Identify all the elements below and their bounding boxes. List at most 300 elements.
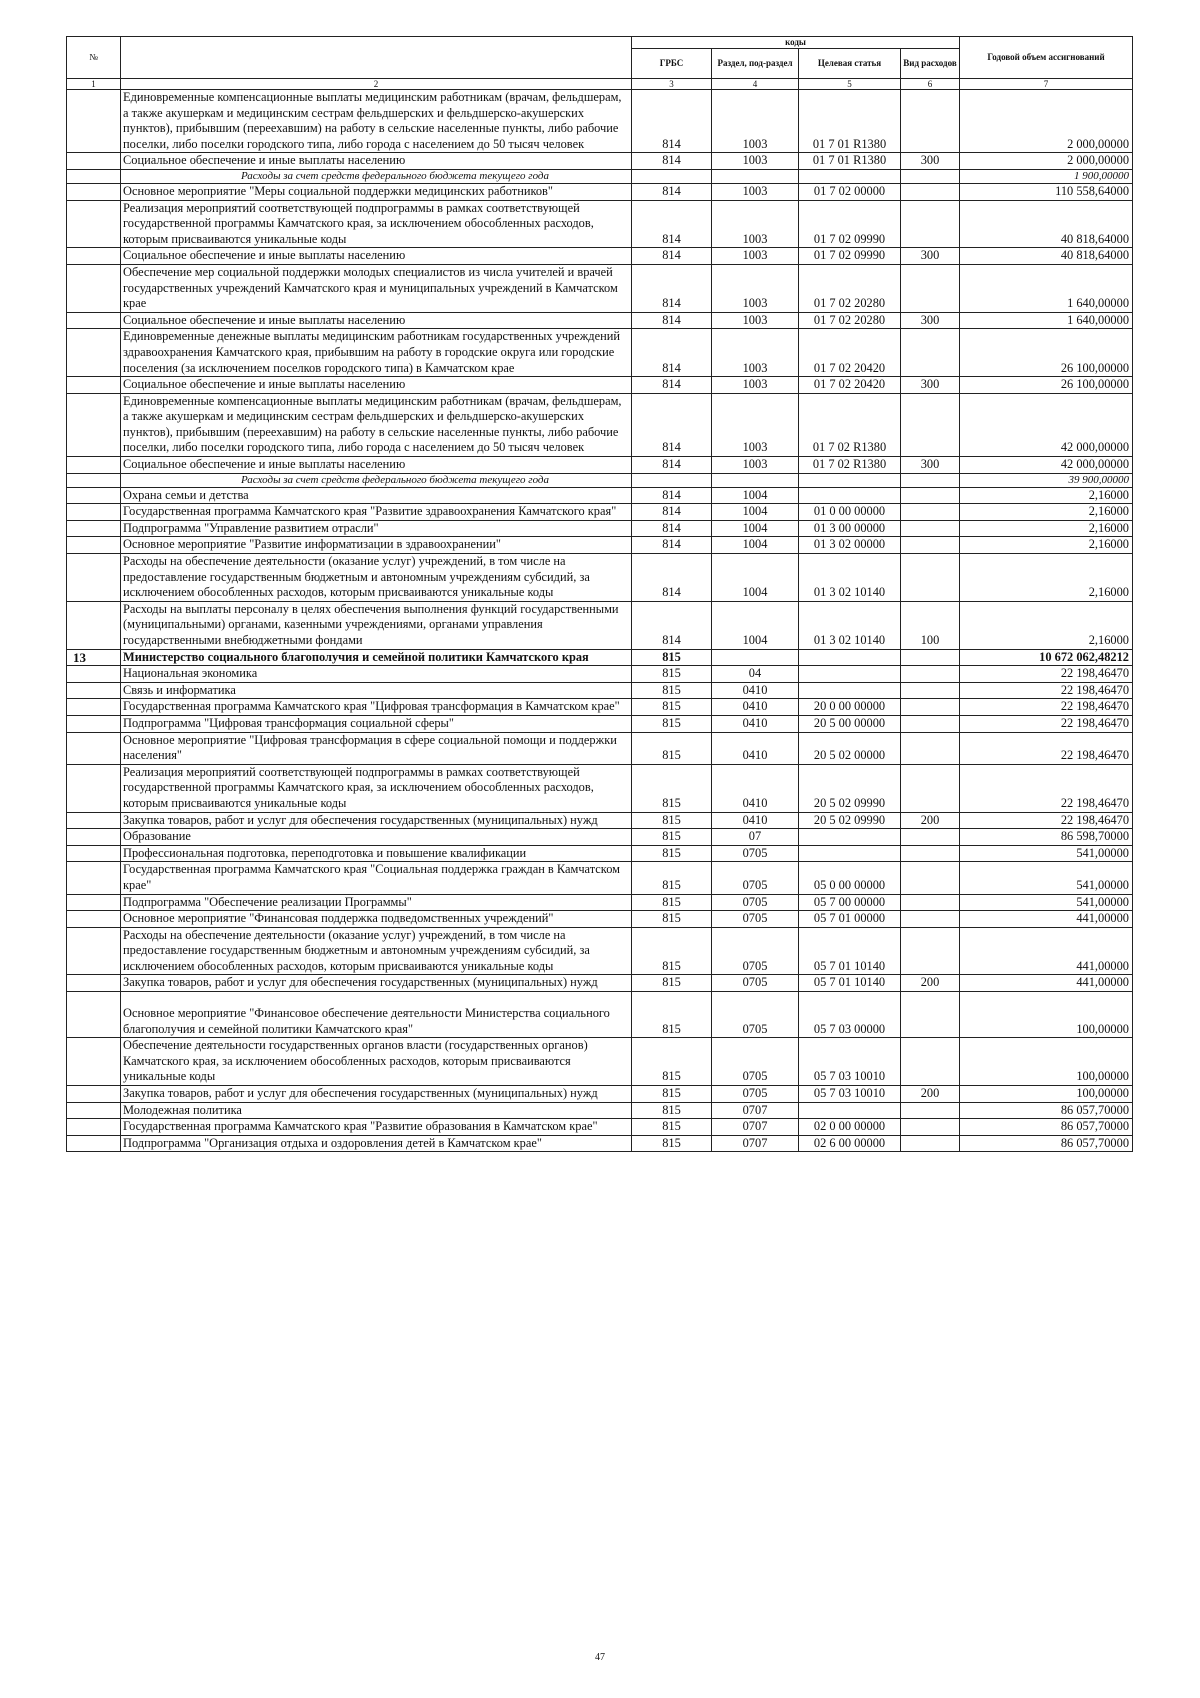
table-row — [67, 537, 1133, 554]
row-number — [67, 1102, 121, 1119]
row-description: Основное мероприятие "Меры социальной поддержки медицинских работников" — [121, 183, 632, 200]
row-section: 1003 — [712, 200, 799, 248]
row-grbs: 815 — [632, 666, 712, 683]
column-number-cell: 3 — [632, 79, 712, 90]
page-number: 47 — [595, 1652, 605, 1663]
row-description: Реализация мероприятий соответствующей подпрограммы в рамках соответствующей государственной программы Камчатского края, за исключением обособленных расходов, которым присваиваются уникальные коды — [121, 200, 632, 248]
row-section: 0705 — [712, 992, 799, 1038]
column-number-row — [67, 79, 1133, 90]
header-section: Раздел, под-раздел — [712, 49, 799, 79]
header-grbs: ГРБС — [632, 49, 712, 79]
row-expense-type: 300 — [901, 377, 960, 394]
row-expense-type — [901, 554, 960, 602]
row-amount: 100,00000 — [960, 1086, 1133, 1103]
row-expense-type — [901, 862, 960, 894]
row-expense-type: 200 — [901, 812, 960, 829]
row-target: 01 7 01 R1380 — [799, 153, 901, 170]
table-row — [67, 992, 1133, 1038]
row-target: 02 0 00 00000 — [799, 1119, 901, 1136]
row-grbs: 815 — [632, 732, 712, 764]
row-number — [67, 894, 121, 911]
row-expense-type — [901, 1038, 960, 1086]
row-section: 0707 — [712, 1135, 799, 1152]
row-description: Закупка товаров, работ и услуг для обеспечения государственных (муниципальных) нужд — [121, 1086, 632, 1103]
row-expense-type — [901, 649, 960, 666]
header-annual-volume: Годовой объем ассигнований — [960, 37, 1133, 79]
row-target: 05 7 01 10140 — [799, 927, 901, 975]
row-amount: 22 198,46470 — [960, 699, 1133, 716]
row-amount: 2 000,00000 — [960, 153, 1133, 170]
row-grbs: 815 — [632, 649, 712, 666]
row-description: Единовременные компенсационные выплаты медицинским работникам (врачам, фельдшерам, а также акушеркам и медицинским сестрам фельдшерских и фельдшерско-акушерских пунктов), прибывшим (переехавшим) на работу в сельские населенные пункты, либо рабочие поселки, либо поселки городского типа, либо города с населением до 50 тысяч человек — [121, 393, 632, 456]
row-number — [67, 457, 121, 474]
row-target — [799, 169, 901, 183]
row-section: 0705 — [712, 1086, 799, 1103]
row-amount: 86 057,70000 — [960, 1102, 1133, 1119]
row-grbs: 814 — [632, 393, 712, 456]
row-target: 20 5 02 09990 — [799, 764, 901, 812]
row-expense-type — [901, 715, 960, 732]
row-number — [67, 927, 121, 975]
row-target: 01 3 02 10140 — [799, 601, 901, 649]
row-number — [67, 487, 121, 504]
row-amount: 100,00000 — [960, 1038, 1133, 1086]
row-target: 01 7 02 09990 — [799, 248, 901, 265]
row-number — [67, 666, 121, 683]
header-number: № — [67, 37, 121, 79]
row-amount: 2,16000 — [960, 537, 1133, 554]
row-section: 1003 — [712, 457, 799, 474]
row-expense-type — [901, 264, 960, 312]
row-number — [67, 699, 121, 716]
row-expense-type — [901, 1135, 960, 1152]
row-grbs: 815 — [632, 829, 712, 846]
row-target: 01 7 02 20280 — [799, 312, 901, 329]
row-section — [712, 649, 799, 666]
row-description: Закупка товаров, работ и услуг для обеспечения государственных (муниципальных) нужд — [121, 812, 632, 829]
row-description: Социальное обеспечение и иные выплаты населению — [121, 312, 632, 329]
row-target: 01 7 02 20420 — [799, 329, 901, 377]
row-grbs: 814 — [632, 90, 712, 153]
row-expense-type — [901, 393, 960, 456]
row-amount: 86 057,70000 — [960, 1135, 1133, 1152]
table-row — [67, 911, 1133, 928]
row-section: 07 — [712, 829, 799, 846]
row-section — [712, 473, 799, 487]
row-expense-type — [901, 845, 960, 862]
row-target — [799, 845, 901, 862]
row-section: 0705 — [712, 927, 799, 975]
table-row — [67, 520, 1133, 537]
row-description: Профессиональная подготовка, переподготовка и повышение квалификации — [121, 845, 632, 862]
row-description: Обеспечение мер социальной поддержки молодых специалистов из числа учителей и врачей государственных учреждений Камчатского края и муниципальных учреждений в Камчатском крае — [121, 264, 632, 312]
row-target: 01 7 01 R1380 — [799, 90, 901, 153]
row-number — [67, 90, 121, 153]
row-target: 01 3 02 00000 — [799, 537, 901, 554]
row-number — [67, 1135, 121, 1152]
row-target: 20 5 02 00000 — [799, 732, 901, 764]
row-grbs: 814 — [632, 601, 712, 649]
row-grbs: 815 — [632, 927, 712, 975]
row-description: Социальное обеспечение и иные выплаты населению — [121, 457, 632, 474]
row-amount: 26 100,00000 — [960, 377, 1133, 394]
row-amount: 2,16000 — [960, 504, 1133, 521]
row-section: 0707 — [712, 1102, 799, 1119]
row-target: 01 0 00 00000 — [799, 504, 901, 521]
row-target — [799, 666, 901, 683]
row-expense-type: 200 — [901, 1086, 960, 1103]
row-expense-type — [901, 682, 960, 699]
row-grbs: 815 — [632, 894, 712, 911]
row-section: 1003 — [712, 90, 799, 153]
row-amount: 441,00000 — [960, 911, 1133, 928]
row-amount: 86 057,70000 — [960, 1119, 1133, 1136]
row-number — [67, 764, 121, 812]
row-section: 1003 — [712, 264, 799, 312]
row-target — [799, 682, 901, 699]
table-row — [67, 829, 1133, 846]
row-amount: 26 100,00000 — [960, 329, 1133, 377]
column-number-cell: 6 — [901, 79, 960, 90]
row-section: 1003 — [712, 312, 799, 329]
row-description: Молодежная политика — [121, 1102, 632, 1119]
row-description: Государственная программа Камчатского края "Развитие здравоохранения Камчатского края" — [121, 504, 632, 521]
row-amount: 2 000,00000 — [960, 90, 1133, 153]
row-target: 02 6 00 00000 — [799, 1135, 901, 1152]
row-description: Расходы на обеспечение деятельности (оказание услуг) учреждений, в том числе на предоставление государственным бюджетным и автономным учреждениям субсидий, за исключением обособленных расходов, которым присваиваются уникальные коды — [121, 554, 632, 602]
row-section: 1004 — [712, 487, 799, 504]
budget-table — [66, 36, 1133, 1152]
table-row — [67, 90, 1133, 153]
table-row — [67, 1119, 1133, 1136]
row-target: 20 5 02 09990 — [799, 812, 901, 829]
row-number — [67, 732, 121, 764]
row-grbs: 814 — [632, 457, 712, 474]
table-row — [67, 393, 1133, 456]
row-section: 1003 — [712, 183, 799, 200]
table-row — [67, 487, 1133, 504]
row-grbs: 814 — [632, 329, 712, 377]
row-amount: 22 198,46470 — [960, 682, 1133, 699]
row-expense-type — [901, 200, 960, 248]
row-grbs: 814 — [632, 153, 712, 170]
row-expense-type — [901, 764, 960, 812]
row-section: 0410 — [712, 764, 799, 812]
row-section: 1004 — [712, 554, 799, 602]
row-section — [712, 169, 799, 183]
row-number — [67, 845, 121, 862]
row-number — [67, 393, 121, 456]
row-grbs: 815 — [632, 715, 712, 732]
row-expense-type — [901, 1119, 960, 1136]
row-amount: 86 598,70000 — [960, 829, 1133, 846]
row-target — [799, 473, 901, 487]
row-description: Расходы на выплаты персоналу в целях обеспечения выполнения функций государственными (муниципальными) органами, казенными учреждениями, органами управления государственными внебюджетными фондами — [121, 601, 632, 649]
row-description: Единовременные компенсационные выплаты медицинским работникам (врачам, фельдшерам, а также акушеркам и медицинским сестрам фельдшерских и фельдшерско-акушерских пунктов), прибывшим (переехавшим) на работу в сельские населенные пункты, либо рабочие поселки, либо поселки городского типа, либо города с населением до 50 тысяч человек — [121, 90, 632, 153]
table-row — [67, 927, 1133, 975]
row-number — [67, 248, 121, 265]
row-grbs: 815 — [632, 1119, 712, 1136]
row-description: Основное мероприятие "Финансовое обеспечение деятельности Министерства социального благополучия и семейной политики Камчатского края" — [121, 992, 632, 1038]
row-target: 01 7 02 R1380 — [799, 457, 901, 474]
row-amount: 2,16000 — [960, 487, 1133, 504]
table-row — [67, 1038, 1133, 1086]
row-number — [67, 829, 121, 846]
row-amount: 42 000,00000 — [960, 457, 1133, 474]
row-amount: 1 900,00000 — [960, 169, 1133, 183]
row-number — [67, 862, 121, 894]
row-grbs: 814 — [632, 487, 712, 504]
row-amount: 441,00000 — [960, 927, 1133, 975]
row-grbs: 815 — [632, 845, 712, 862]
header-target: Целевая статья — [799, 49, 901, 79]
header-expense-type: Вид расходов — [901, 49, 960, 79]
table-row — [67, 699, 1133, 716]
row-grbs: 814 — [632, 312, 712, 329]
header-description — [121, 37, 632, 79]
row-description: Охрана семьи и детства — [121, 487, 632, 504]
row-grbs: 815 — [632, 812, 712, 829]
row-grbs: 814 — [632, 504, 712, 521]
row-section: 0705 — [712, 894, 799, 911]
row-number: 13 — [67, 649, 121, 666]
row-number — [67, 169, 121, 183]
budget-sheet — [66, 36, 1132, 1152]
row-expense-type — [901, 911, 960, 928]
row-expense-type: 300 — [901, 312, 960, 329]
row-target: 20 0 00 00000 — [799, 699, 901, 716]
table-row — [67, 329, 1133, 377]
row-number — [67, 1086, 121, 1103]
row-description: Подпрограмма "Управление развитием отрасли" — [121, 520, 632, 537]
row-expense-type: 300 — [901, 457, 960, 474]
row-amount: 100,00000 — [960, 992, 1133, 1038]
row-expense-type — [901, 473, 960, 487]
row-section: 0410 — [712, 715, 799, 732]
header-codes: коды — [632, 37, 960, 49]
row-grbs: 815 — [632, 975, 712, 992]
row-amount: 110 558,64000 — [960, 183, 1133, 200]
row-number — [67, 975, 121, 992]
row-expense-type — [901, 537, 960, 554]
row-section: 1004 — [712, 520, 799, 537]
row-amount: 541,00000 — [960, 845, 1133, 862]
row-grbs: 814 — [632, 183, 712, 200]
row-number — [67, 264, 121, 312]
table-row — [67, 183, 1133, 200]
row-amount: 1 640,00000 — [960, 264, 1133, 312]
row-section: 0705 — [712, 911, 799, 928]
table-row — [67, 682, 1133, 699]
row-number — [67, 601, 121, 649]
column-number-cell: 7 — [960, 79, 1133, 90]
row-grbs: 815 — [632, 992, 712, 1038]
table-row — [67, 1135, 1133, 1152]
table-body — [67, 90, 1133, 1152]
row-grbs: 814 — [632, 554, 712, 602]
row-section: 0410 — [712, 812, 799, 829]
row-section: 1003 — [712, 377, 799, 394]
row-grbs: 815 — [632, 699, 712, 716]
row-target: 01 7 02 00000 — [799, 183, 901, 200]
row-amount: 2,16000 — [960, 601, 1133, 649]
row-amount: 1 640,00000 — [960, 312, 1133, 329]
row-grbs: 815 — [632, 1135, 712, 1152]
row-number — [67, 473, 121, 487]
row-expense-type — [901, 666, 960, 683]
row-grbs: 814 — [632, 248, 712, 265]
table-row — [67, 457, 1133, 474]
row-number — [67, 329, 121, 377]
row-section: 1003 — [712, 329, 799, 377]
row-description: Образование — [121, 829, 632, 846]
row-description: Основное мероприятие "Развитие информатизации в здравоохранении" — [121, 537, 632, 554]
column-number-cell: 4 — [712, 79, 799, 90]
row-target: 05 7 01 10140 — [799, 975, 901, 992]
table-row — [67, 473, 1133, 487]
table-row — [67, 601, 1133, 649]
row-number — [67, 377, 121, 394]
row-target: 20 5 00 00000 — [799, 715, 901, 732]
row-amount: 22 198,46470 — [960, 764, 1133, 812]
table-row — [67, 666, 1133, 683]
row-grbs: 815 — [632, 1038, 712, 1086]
row-number — [67, 682, 121, 699]
row-grbs: 814 — [632, 264, 712, 312]
column-number-cell: 2 — [121, 79, 632, 90]
row-expense-type — [901, 1102, 960, 1119]
row-expense-type: 100 — [901, 601, 960, 649]
row-target: 01 3 02 10140 — [799, 554, 901, 602]
row-amount: 40 818,64000 — [960, 248, 1133, 265]
row-target: 01 7 02 09990 — [799, 200, 901, 248]
row-description: Государственная программа Камчатского края "Развитие образования в Камчатском крае" — [121, 1119, 632, 1136]
row-amount: 22 198,46470 — [960, 715, 1133, 732]
row-amount: 42 000,00000 — [960, 393, 1133, 456]
table-row — [67, 312, 1133, 329]
table-row — [67, 975, 1133, 992]
table-row — [67, 862, 1133, 894]
row-number — [67, 153, 121, 170]
row-description: Социальное обеспечение и иные выплаты населению — [121, 377, 632, 394]
row-target: 05 7 03 10010 — [799, 1038, 901, 1086]
row-amount: 10 672 062,48212 — [960, 649, 1133, 666]
column-number-cell: 5 — [799, 79, 901, 90]
row-amount: 40 818,64000 — [960, 200, 1133, 248]
row-expense-type — [901, 90, 960, 153]
row-target: 01 7 02 R1380 — [799, 393, 901, 456]
table-row — [67, 264, 1133, 312]
row-section: 04 — [712, 666, 799, 683]
row-target — [799, 649, 901, 666]
row-section: 1003 — [712, 248, 799, 265]
row-section: 1003 — [712, 153, 799, 170]
table-row — [67, 649, 1133, 666]
row-description: Подпрограмма "Обеспечение реализации Программы" — [121, 894, 632, 911]
table-row — [67, 715, 1133, 732]
row-grbs: 815 — [632, 862, 712, 894]
row-grbs: 815 — [632, 764, 712, 812]
row-description: Социальное обеспечение и иные выплаты населению — [121, 248, 632, 265]
row-description: Расходы на обеспечение деятельности (оказание услуг) учреждений, в том числе на предоставление государственным бюджетным и автономным учреждениям субсидий, за исключением обособленных расходов, которым присваиваются уникальные коды — [121, 927, 632, 975]
row-grbs — [632, 473, 712, 487]
row-amount: 441,00000 — [960, 975, 1133, 992]
table-row — [67, 1086, 1133, 1103]
row-expense-type — [901, 183, 960, 200]
table-row — [67, 169, 1133, 183]
row-expense-type: 300 — [901, 248, 960, 265]
row-expense-type — [901, 894, 960, 911]
row-number — [67, 200, 121, 248]
row-target: 05 7 00 00000 — [799, 894, 901, 911]
row-amount: 22 198,46470 — [960, 666, 1133, 683]
row-target: 05 7 03 10010 — [799, 1086, 901, 1103]
table-row — [67, 554, 1133, 602]
row-target — [799, 487, 901, 504]
row-grbs: 814 — [632, 200, 712, 248]
row-description: Подпрограмма "Организация отдыха и оздоровления детей в Камчатском крае" — [121, 1135, 632, 1152]
row-number — [67, 1119, 121, 1136]
row-amount: 22 198,46470 — [960, 732, 1133, 764]
row-number — [67, 183, 121, 200]
row-amount: 541,00000 — [960, 862, 1133, 894]
row-description: Закупка товаров, работ и услуг для обеспечения государственных (муниципальных) нужд — [121, 975, 632, 992]
column-number-cell: 1 — [67, 79, 121, 90]
row-description: Обеспечение деятельности государственных органов власти (государственных органов) Камчатского края, за исключением обособленных расходов, которым присваиваются уникальные коды — [121, 1038, 632, 1086]
row-description: Основное мероприятие "Цифровая трансформация в сфере социальной помощи и поддержки населения" — [121, 732, 632, 764]
row-target — [799, 1102, 901, 1119]
table-row — [67, 504, 1133, 521]
row-target: 01 7 02 20420 — [799, 377, 901, 394]
row-description: Государственная программа Камчатского края "Цифровая трансформация в Камчатском крае" — [121, 699, 632, 716]
row-number — [67, 554, 121, 602]
row-section: 0705 — [712, 975, 799, 992]
row-number — [67, 1038, 121, 1086]
table-row — [67, 377, 1133, 394]
table-row — [67, 248, 1133, 265]
row-grbs: 814 — [632, 520, 712, 537]
row-grbs: 815 — [632, 682, 712, 699]
row-amount: 22 198,46470 — [960, 812, 1133, 829]
row-grbs — [632, 169, 712, 183]
row-number — [67, 812, 121, 829]
row-target: 05 7 03 00000 — [799, 992, 901, 1038]
row-expense-type — [901, 992, 960, 1038]
row-target — [799, 829, 901, 846]
table-row — [67, 200, 1133, 248]
row-section: 0705 — [712, 1038, 799, 1086]
row-target: 05 7 01 00000 — [799, 911, 901, 928]
row-expense-type — [901, 829, 960, 846]
row-expense-type — [901, 329, 960, 377]
row-amount: 39 900,00000 — [960, 473, 1133, 487]
row-target: 01 3 00 00000 — [799, 520, 901, 537]
table-row — [67, 894, 1133, 911]
row-grbs: 815 — [632, 1086, 712, 1103]
row-grbs: 814 — [632, 377, 712, 394]
row-grbs: 815 — [632, 1102, 712, 1119]
row-number — [67, 992, 121, 1038]
row-section: 1003 — [712, 393, 799, 456]
row-grbs: 815 — [632, 911, 712, 928]
row-description: Социальное обеспечение и иные выплаты населению — [121, 153, 632, 170]
row-number — [67, 715, 121, 732]
row-description: Связь и информатика — [121, 682, 632, 699]
row-target: 05 0 00 00000 — [799, 862, 901, 894]
table-row — [67, 764, 1133, 812]
row-description: Единовременные денежные выплаты медицинским работникам государственных учреждений здравоохранения Камчатского края, прибывшим на работу в городские округа или городские поселения (за исключением поселков городского типа) в Камчатском крае — [121, 329, 632, 377]
row-description: Государственная программа Камчатского края "Социальная поддержка граждан в Камчатском крае" — [121, 862, 632, 894]
